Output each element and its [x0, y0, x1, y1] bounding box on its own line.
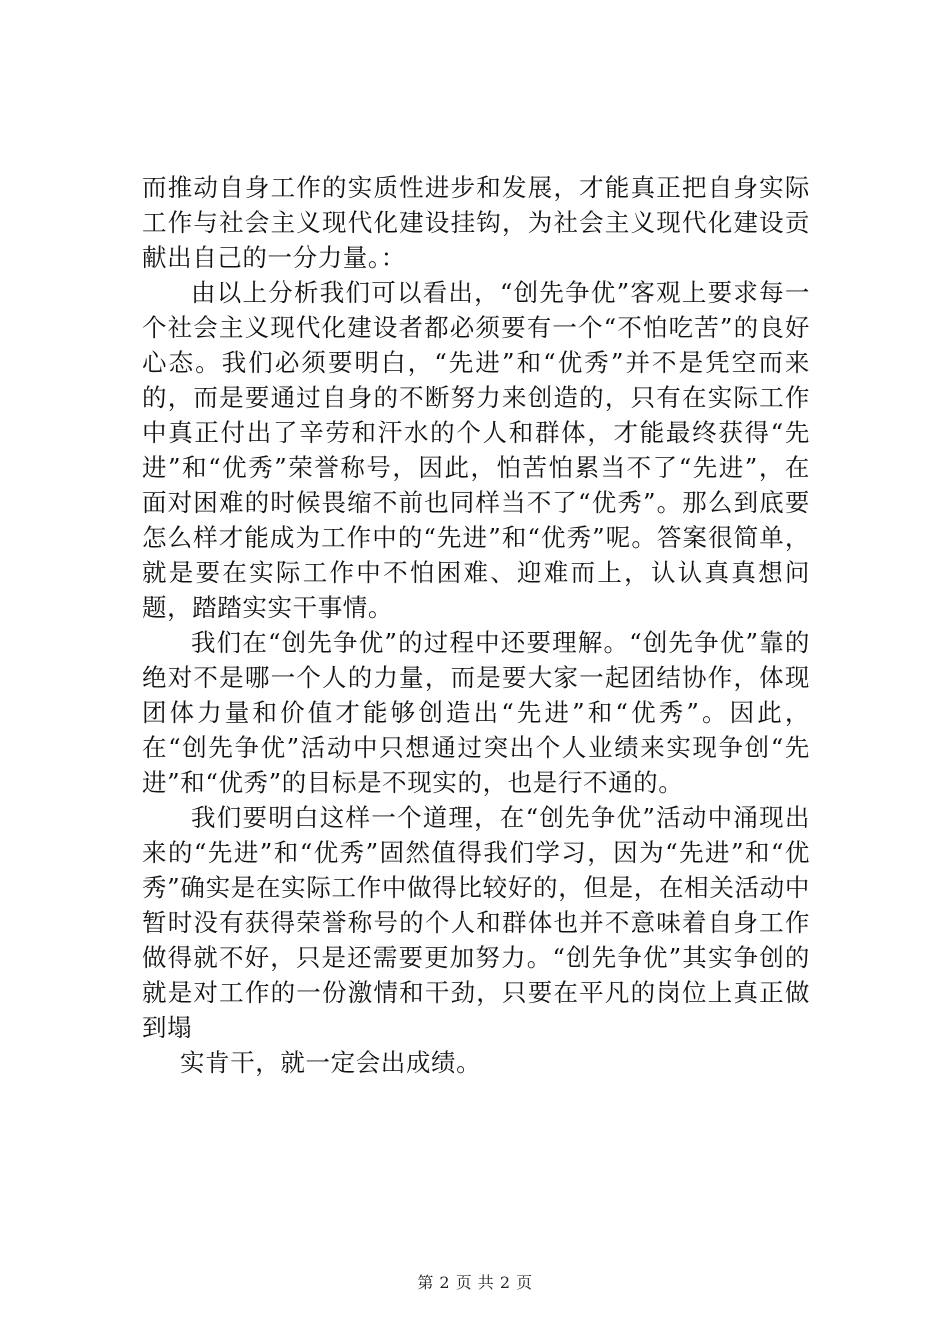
page-number-label: 第 2 页 共 2 页	[417, 1273, 533, 1292]
paragraph-teamwork: 我们在“创先争优”的过程中还要理解。“创先争优”靠的绝对不是哪一个人的力量，而是要大家一起团结协作，体现团体力量和价值才能够创造出“先进”和“优秀”。因此，在“创先争优”活动中只想通过突出个人业绩来实现争创“先进”和“优秀”的目标是不现实的，也是行不通的。	[142, 628, 810, 797]
paragraph-hardship: 由以上分析我们可以看出，“创先争优”客观上要求每一个社会主义现代化建设者都必须要有一个“不怕吃苦”的良好心态。我们必须要明白，“先进”和“优秀”并不是凭空而来的，而是要通过自身的不断努力来创造的，只有在实际工作中真正付出了辛劳和汗水的个人和群体，才能最终获得“先进”和“优秀”荣誉称号，因此，怕苦怕累当不了“先进”，在面对困难的时候畏缩不前也同样当不了“优秀”。那么到底要怎么样才能成为工作中的“先进”和“优秀”呢。答案很简单，就是要在实际工作中不怕困难、迎难而上，认认真真想问题，踏踏实实干事情。	[142, 278, 810, 622]
paragraph-principle: 我们要明白这样一个道理，在“创先争优”活动中涌现出来的“先进”和“优秀”固然值得我们学习，因为“先进”和“优秀”确实是在实际工作中做得比较好的，但是，在相关活动中暂时没有获得荣誉称号的个人和群体也并不意味着自身工作做得就不好，只是还需要更加努力。“创先争优”其实争创的就是对工作的一份激情和干劲，只要在平凡的岗位上真正做到塌	[142, 803, 810, 1042]
page-footer	[0, 1273, 950, 1293]
document-body	[142, 170, 810, 1080]
paragraph-conclusion: 实肯干，就一定会出成绩。	[180, 1048, 482, 1077]
paragraph-continuation: 而推动自身工作的实质性进步和发展，才能真正把自身实际工作与社会主义现代化建设挂钩，为社会主义现代化建设贡献出自己的一分力量。：	[142, 173, 810, 272]
